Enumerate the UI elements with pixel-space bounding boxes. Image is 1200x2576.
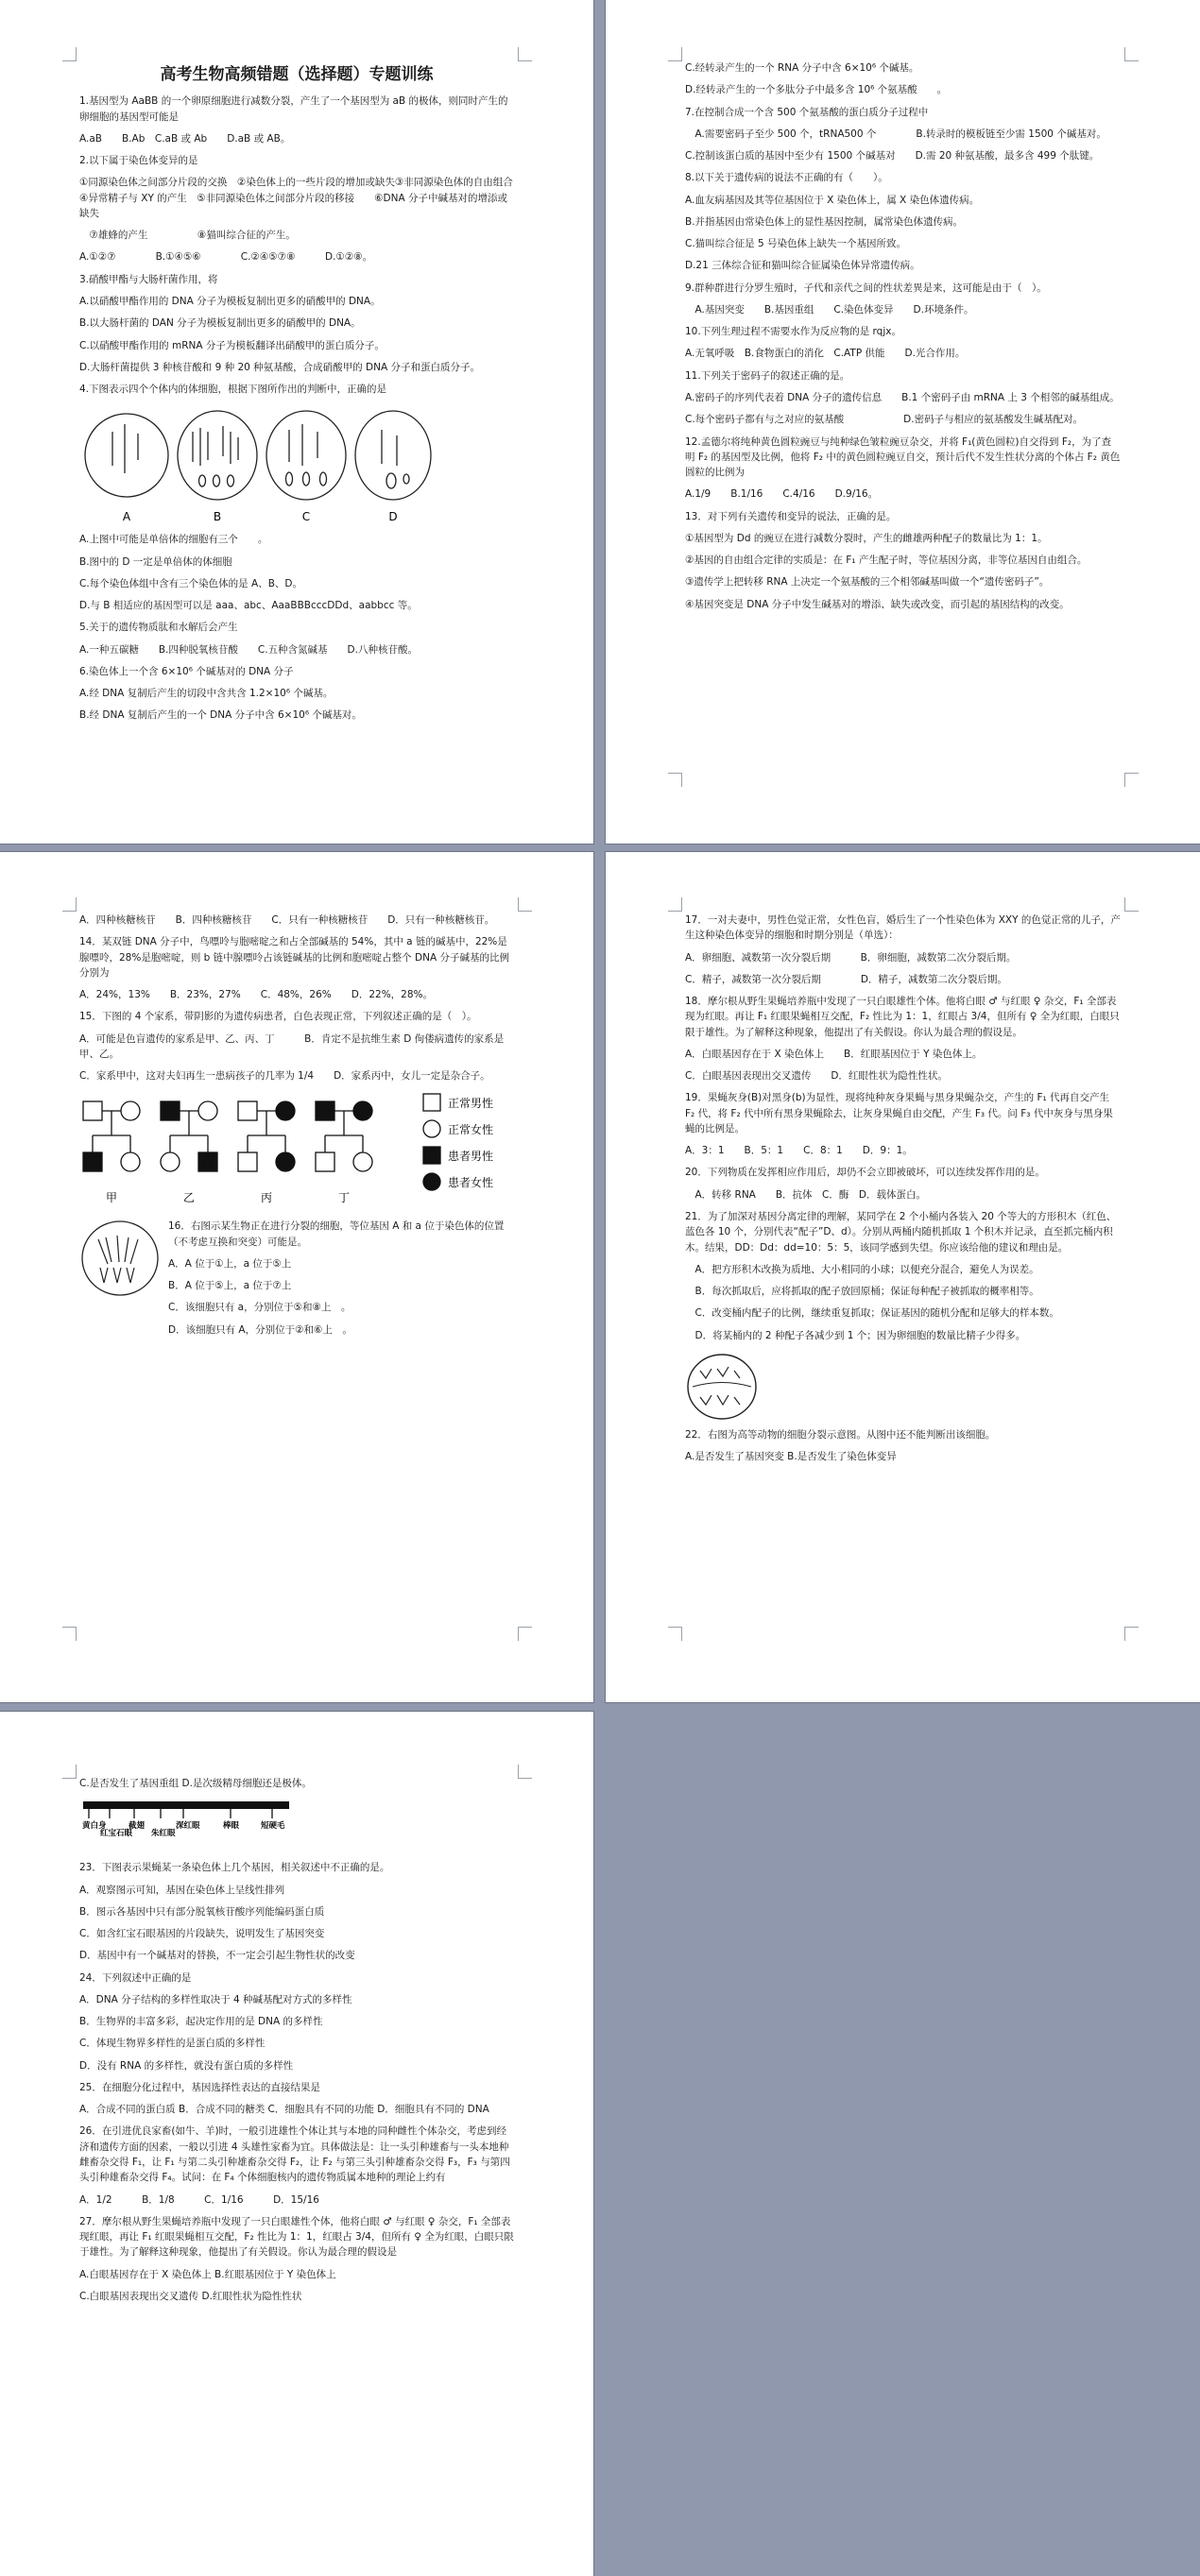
page-title: 高考生物高频错题（选择题）专题训练 (160, 65, 434, 84)
question-line: ③遗传学上把转移 RNA 上决定一个氨基酸的三个相邻碱基叫做一个“遗传密码子”。 (685, 576, 1050, 589)
question-line: A.白眼基因存在于 X 染色体上 B.红眼基因位于 Y 染色体上 (79, 2268, 336, 2280)
page-4-text-block-b (685, 1427, 1121, 1465)
question-line: D．将某桶内的 2 种配子各减少到 1 个；因为卵细胞的数量比精子少得多。 (685, 1329, 1026, 1341)
corner-mark (668, 1627, 682, 1641)
question-line: C.每个密码子都有与之对应的氨基酸 D.密码子与相应的氨基酸发生碱基配对。 (685, 414, 1084, 426)
question-line: A.aB B.Ab C.aB 或 Ab D.aB 或 AB。 (79, 132, 291, 145)
question-line: D.与 B 相适应的基因型可以是 aaa、abc、AaaBBBcccDDd、aabbcc 等。 (79, 600, 418, 612)
cell-d-outline (355, 411, 431, 500)
gene-label: 深红眼 (176, 1821, 200, 1832)
question-line: A．1/2 B．1/8 C．1/16 D．15/16 (79, 2193, 319, 2206)
cell-d-label: D (388, 510, 398, 524)
page-4-content (685, 913, 1121, 1471)
legend-normal-female: 正常女性 (448, 1123, 494, 1137)
family-ding-label: 丁 (337, 1191, 351, 1205)
question-line: A．24%，13% B．23%，27% C．48%，26% D．22%，28%。 (79, 989, 434, 1001)
page-1 (0, 0, 593, 844)
page-3 (0, 852, 593, 1702)
question-line: A.1/9 B.1/16 C.4/16 D.9/16。 (685, 488, 879, 501)
corner-mark (62, 897, 77, 912)
question-line: A.以硝酸甲酯作用的 DNA 分子为模板复制出更多的硝酸甲的 DNA。 (79, 296, 381, 307)
question-line: B.经 DNA 复制后产生的一个 DNA 分子中含 6×10⁶ 个碱基对。 (79, 709, 362, 722)
question-line: 18．摩尔根从野生果蝇培养瓶中发现了一只白眼雄性个体。他将白眼 ♂ 与红眼 ♀ 杂交，F₁ 全部表现为红眼。再让 F₁ 红眼果蝇相互交配，F₂ 性比为 1：1，红眼占 3/4，但所有 ♀ 全为红眼，白眼只限于雄性。为了解释这种现象，他提出了有关假设。你认为最合理的假设是。 (685, 996, 1120, 1038)
family-yi-label: 乙 (182, 1191, 196, 1205)
question-line: 19．果蝇灰身(B)对黑身(b)为显性，现将纯种灰身果蝇与黑身果蝇杂交，产生的 F₁ 代再自交产生 F₂ 代，将 F₂ 代中所有黑身果蝇除去，让灰身果蝇自由交配，产生 F₃ 代。问 F₃ 代中灰身与黑身果蝇的比例是。 (685, 1092, 1113, 1134)
corner-mark (62, 47, 77, 61)
page-3-content (79, 913, 514, 1344)
question-line: C．体现生物界多样性的是蛋白质的多样性 (79, 2038, 266, 2050)
page-1-text-block-b (79, 532, 514, 723)
gene-label: 棒眼 (223, 1821, 240, 1832)
question-line: B．生物界的丰富多彩，起决定作用的是 DNA 的多样性 (79, 2016, 323, 2028)
page-5 (0, 1712, 593, 2576)
question-line: ①基因型为 Dd 的豌豆在进行减数分裂时，产生的雌雄两种配子的数量比为 1：1。 (685, 532, 1048, 544)
question-line: D．基因中有一个碱基对的替换，不一定会引起生物性状的改变 (79, 1950, 355, 1962)
corner-mark (62, 1765, 77, 1779)
question-line: 20．下列物质在发挥相应作用后，却仍不会立即被破坏，可以连续发挥作用的是。 (685, 1167, 1045, 1179)
question-line: 25．在细胞分化过程中，基因选择性表达的直接结果是 (79, 2081, 320, 2093)
question-line: C．精子，减数第一次分裂后期 D．精子，减数第二次分裂后期。 (685, 973, 1007, 985)
question-line: D.大肠杆菌提供 3 种核苷酸和 9 种 20 种氨基酸，合成硝酸甲的 DNA 分子和蛋白质分子。 (79, 361, 480, 373)
gene-label: 朱红眼 (151, 1829, 176, 1839)
corner-mark (62, 1627, 77, 1641)
question-line: 10.下列生理过程不需要水作为反应物的是 rqjx。 (685, 326, 901, 338)
chromosome-cells-figure (79, 403, 476, 526)
question-line: A．转移 RNA B．抗体 C．酶 D．载体蛋白。 (685, 1188, 926, 1201)
page-5-content (79, 1776, 514, 2311)
legend-normal-male: 正常男性 (448, 1097, 494, 1111)
question-line: A.血友病基因及其等位基因位于 X 染色体上，属 X 染色体遗传病。 (685, 194, 980, 206)
question-line: A.上图中可能是单倍体的细胞有三个 。 (79, 534, 268, 546)
question-line: 5.关于的遗传物质肽和水解后会产生 (79, 622, 238, 634)
chromosome-bar (83, 1801, 289, 1809)
question-line: A.经 DNA 复制后产生的切段中含共含 1.2×10⁶ 个碱基。 (79, 688, 334, 700)
cell-c-outline (266, 411, 346, 500)
corner-mark (668, 773, 682, 787)
question-line: A．卵细胞、减数第一次分裂后期 B．卵细胞，减数第二次分裂后期。 (685, 951, 1017, 964)
question-line: D.经转录产生的一个多肽分子中最多含 10⁶ 个氨基酸 。 (685, 84, 948, 96)
cell-a-label: A (122, 510, 131, 524)
question-line: C.每个染色体组中含有三个染色体的是 A、B、D。 (79, 577, 302, 589)
page-2-text-block (685, 60, 1121, 612)
question-line: D．没有 RNA 的多样性，就没有蛋白质的多样性 (79, 2059, 294, 2072)
gene-label: 红宝石眼 (100, 1829, 133, 1839)
question-line: ①同源染色体之间部分片段的交换 ②染色体上的一些片段的增加或缺失③非同源染色体的自由组合 ④异常精子与 XY 的产生 ⑤非同源染色体之间部分片段的移接 ⑥DNA 分子中碱基对的增添或缺失 (79, 177, 523, 219)
page-4-text-block-a (685, 913, 1121, 1343)
question-line: ②基因的自由组合定律的实质是：在 F₁ 产生配子时，等位基因分离，非等位基因自由组合。 (685, 554, 1088, 567)
question-line: C.白眼基因表现出交叉遗传 D.红眼性状为隐性性状 (79, 2290, 302, 2302)
cell-c-label: C (301, 510, 311, 524)
question-line: A.密码子的序列代表着 DNA 分子的遗传信息 B.1 个密码子由 mRNA 上 3 个相邻的碱基组成。 (685, 391, 1120, 403)
question-line: C.猫叫综合征是 5 号染色体上缺失一个基因所致。 (685, 238, 907, 250)
question-line: C．家系甲中，这对夫妇再生一患病孩子的几率为 1/4 D．家系丙中，女儿一定是杂合子。 (79, 1070, 490, 1083)
question-line: B．图示各基因中只有部分脱氧核苷酸序列能编码蛋白质 (79, 1905, 325, 1918)
page-1-content (79, 62, 523, 730)
question-line: A.是否发生了基因突变 B.是否发生了染色体变异 (685, 1451, 897, 1463)
question-line: 17．一对夫妻中，男性色觉正常，女性色盲，婚后生了一个性染色体为 XXY 的色觉正常的儿子，产生这种染色体变异的细胞和时期分别是（单选）： (685, 914, 1121, 942)
question-line: C.控制该蛋白质的基因中至少有 1500 个碱基对 D.需 20 种氨基酸，最多含 499 个肽键。 (685, 150, 1100, 162)
question-line: 26．在引进优良家畜(如牛、羊)时，一般引进雄性个体让其与本地的同种雌性个体杂交，考虑到经济和遗传方面的因素，一般以引进 4 头雄性家畜为宜。具体做法是：让一头引种雄畜与一头本地种雌畜杂交得 F₁，让 F₁ 与第二头引种雄畜杂交得 F₂，让 F₂ 与第三头引种雄畜杂交得 F₃，F₃ 与第四头引种雄畜杂交得 F₄。试问：在 F₄ 个体细胞核内的遗传物质属本地种的理论上约有 (79, 2125, 510, 2184)
question-line: A．合成不同的蛋白质 B．合成不同的糖类 C．细胞具有不同的功能 D．细胞具有不同的 DNA (79, 2104, 489, 2116)
question-line: 8.以下关于遗传病的说法不正确的有（ ）。 (685, 172, 888, 184)
question-line: 23．下图表示果蝇某一条染色体上几个基因，相关叙述中不正确的是。 (79, 1862, 390, 1874)
question-line: 15．下图的 4 个家系，带阴影的为遗传病患者，白色表现正常，下列叙述正确的是（ ）。 (79, 1011, 477, 1023)
page-3-text-block-a (79, 913, 514, 1083)
question-line: 24．下列叙述中正确的是 (79, 1971, 192, 1984)
question-line: 7.在控制合成一个含 500 个氨基酸的蛋白质分子过程中 (685, 106, 929, 118)
question-line: 1.基因型为 AaBB 的一个卵原细胞进行减数分裂，产生了一个基因型为 aB 的极体，则同时产生的卵细胞的基因型可能是 (79, 95, 508, 123)
question-line: 11.下列关于密码子的叙述正确的是。 (685, 369, 850, 382)
page-2 (606, 0, 1200, 844)
question-line: A．把方形积木改换为质地、大小相同的小球；以便充分混合，避免人为误差。 (685, 1263, 1039, 1275)
corner-mark (668, 897, 682, 912)
question-line: A．DNA 分子结构的多样性取决于 4 种碱基配对方式的多样性 (79, 1993, 352, 2005)
corner-mark (518, 897, 532, 912)
question-line: C．该细胞只有 a，分别位于⑤和⑧上 。 (168, 1302, 351, 1314)
corner-mark (518, 47, 532, 61)
question-line: A．白眼基因存在于 X 染色体上 B．红眼基因位于 Y 染色体上。 (685, 1048, 983, 1060)
page-1-text-block-a (79, 94, 523, 397)
family-jia-label: 甲 (105, 1191, 118, 1205)
page-3-text-block-b (168, 1219, 514, 1344)
question-line: B．A 位于⑤上，a 位于⑦上 (168, 1280, 292, 1292)
question-line: 9.群种群进行分罗生殖时，子代和亲代之间的性状差異是来，这可能是由于（ ）。 (685, 281, 1047, 294)
question-line: A．四种核糖核苷 B．四种核糖核苷 C．只有一种核糖核苷 D．只有一种核糖核苷。 (79, 914, 495, 926)
question-line: 13．对下列有关遗传和变异的说法，正确的是。 (685, 510, 897, 522)
question-line: 14．某双链 DNA 分子中，鸟嘌呤与胞嘧啶之和占全部碱基的 54%，其中 a 链的碱基中，22%是腺嘌呤，28%是胞嘧啶，则 b 链中腺嘌呤占该链碱基的比例和胞嘧啶占整个 DNA 分子碱基的比例分别为 (79, 936, 509, 979)
question-line: ⑦雄蜂的产生 ⑧猫叫综合征的产生。 (79, 230, 296, 242)
question-line: C.以硝酸甲酯作用的 mRNA 分子为模板翻译出硝酸甲的蛋白质分子。 (79, 339, 385, 351)
question-line: D．该细胞只有 A，分别位于②和⑥上 。 (168, 1323, 352, 1336)
chromosome-gene-map-figure (79, 1798, 297, 1856)
page-4 (606, 852, 1200, 1702)
question-line: A.一种五碳糖 B.四种脱氧核苷酸 C.五种含氮碱基 D.八种核苷酸。 (79, 643, 418, 656)
question-line: C.经转录产生的一个 RNA 分子中含 6×10⁶ 个碱基。 (685, 62, 919, 74)
question-line: 21．为了加深对基因分离定律的理解，某同学在 2 个小桶内各装入 20 个等大的方形积木（红色、蓝色各 10 个，分别代表“配子”D、d）。分别从两桶内随机抓取 1 个积木并记录，直至抓完桶内积木。结果，DD：Dd：dd=10：5：5，该同学感到失望。你应该给他的建议和理由是。 (685, 1210, 1117, 1254)
question-line: 22．右图为高等动物的细胞分裂示意图。从图中还不能判断出该细胞。 (685, 1428, 996, 1441)
legend-affected-male: 患者男性 (448, 1150, 494, 1164)
cell-a-outline (85, 414, 168, 497)
page-2-content (685, 60, 1121, 619)
question-line: A.基因突变 B.基因重组 C.染色体变异 D.环境条件。 (685, 303, 974, 316)
question-line: C.是否发生了基因重组 D.是次级精母细胞还是极体。 (79, 1778, 312, 1789)
question-line: B．每次抓取后，应将抓取的配子放回原桶；保证每种配子被抓取的概率相等。 (685, 1286, 1039, 1298)
corner-mark (518, 1765, 532, 1779)
question-line: 3.硝酸甲酯与大肠杆菌作用，将 (79, 273, 218, 285)
question-line: B.以大肠杆菌的 DAN 分子为模板复制出更多的硝酸甲的 DNA。 (79, 317, 361, 330)
gene-label: 黄白身 (82, 1821, 107, 1832)
corner-mark (1124, 773, 1139, 787)
question-line: A.①②⑦ B.①④⑤⑥ C.②④⑤⑦⑧ D.①②⑧。 (79, 251, 373, 264)
question-line: 2.以下属于染色体变异的是 (79, 155, 198, 167)
question-line: D.21 三体综合征和猫叫综合征属染色体异常遗传病。 (685, 260, 920, 272)
question-line: A．观察图示可知，基因在染色体上呈线性排列 (79, 1884, 285, 1896)
corner-mark (518, 1627, 532, 1641)
corner-mark (1124, 897, 1139, 912)
corner-mark (1124, 47, 1139, 61)
gene-label: 短硬毛 (261, 1821, 285, 1832)
question-line: A.无氧呼吸 B.食物蛋白的消化 C.ATP 供能 D.光合作用。 (685, 348, 966, 360)
question-line: 16．右图示某生物正在进行分裂的细胞，等位基因 A 和 a 位于染色体的位置（不考虑互换和突变）可能是。 (168, 1220, 505, 1248)
question-line: A．3：1 B．5：1 C．8：1 D．9：1。 (685, 1145, 913, 1157)
corner-mark (1124, 1627, 1139, 1641)
gene-label: 截翅 (129, 1821, 146, 1832)
question-line: ④基因突变是 DNA 分子中发生碱基对的增添、缺失或改变，而引起的基因结构的改变。 (685, 598, 1070, 610)
page-5-text-block-b (79, 1860, 514, 2304)
question-line: B.图中的 D 一定是单倍体的体细胞 (79, 555, 232, 568)
question-line: A．可能是色盲遗传的家系是甲、乙、丙、丁 B．肯定不是抗维生素 D 佝偻病遗传的家系是甲、乙。 (79, 1032, 505, 1060)
page-5-text-block-a (79, 1776, 514, 1791)
question-line: C．白眼基因表现出交叉遗传 D．红眼性状为隐性性状。 (685, 1070, 948, 1083)
question-line: 12.孟德尔将纯种黄色圆粒豌豆与纯种绿色皱粒豌豆杂交，并将 F₁(黄色圆粒)自交得到 F₂，为了查明 F₂ 的基因型及比例，他将 F₂ 中的黄色圆粒豌豆自交，预计后代不发生性状分离的个体占 F₂ 黄色圆粒的比例为 (685, 435, 1121, 479)
question-line: C．改变桶内配子的比例，继续重复抓取；保证基因的随机分配和足够大的样本数。 (685, 1307, 1059, 1320)
question-line: A．A 位于①上，a 位于⑤上 (168, 1257, 292, 1270)
family-bing-label: 丙 (260, 1191, 273, 1205)
cell-b-label: B (213, 510, 222, 524)
question-line: B.并指基因由常染色体上的显性基因控制，属常染色体遗传病。 (685, 215, 964, 228)
corner-mark (668, 47, 682, 61)
question-line: A.需要密码子至少 500 个，tRNA500 个 B.转录时的模板链至少需 1500 个碱基对。 (685, 128, 1106, 140)
question-line: 4.下图表示四个个体内的体细胞，根据下图所作出的判断中，正确的是 (79, 384, 387, 396)
question-line: 6.染色体上一个含 6×10⁶ 个碱基对的 DNA 分子 (79, 665, 294, 677)
question-line: 27．摩尔根从野生果蝇培养瓶中发现了一只白眼雄性个体，他将白眼 ♂ 与红眼 ♀ 杂交，F₁ 全部表现红眼，再让 F₁ 红眼果蝇相互交配，F₂ 性比为 1：1，红眼占 3/4，但所有 ♀ 全为红眼，白眼只限于雄性。为了解释这种现象，他提出了有关假设。你认为最合理的假设是 (79, 2215, 514, 2259)
animal-cell-division-figure (685, 1350, 759, 1424)
dividing-cell-figure (79, 1219, 161, 1298)
question-line: C．如含红宝石眼基因的片段缺失，说明发生了基因突变 (79, 1928, 325, 1940)
pedigree-figure (79, 1090, 523, 1213)
legend-affected-female: 患者女性 (448, 1176, 494, 1190)
